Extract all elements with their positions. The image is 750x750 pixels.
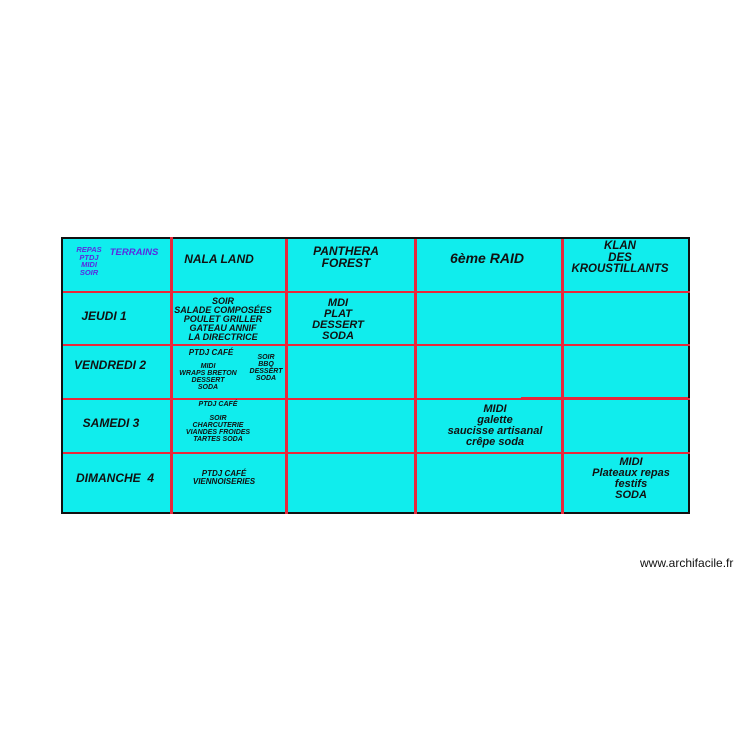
cell-jeudi-panthera-forest: MDI PLAT DESSERT SODA	[312, 297, 364, 342]
column-header-klan: KLAN DES KROUSTILLANTS	[571, 240, 669, 275]
day-label-samedi: SAMEDI 3	[82, 416, 140, 430]
row-divider	[63, 344, 690, 346]
row-divider	[63, 291, 690, 293]
corner-meal-labels: REPAS PTDJ MIDI SOIR	[76, 245, 102, 277]
day-label-jeudi: JEUDI 1	[81, 309, 127, 323]
cell-vendredi-nala-soir: SOIR BBQ DESSERT SODA	[249, 354, 283, 382]
column-divider	[561, 239, 564, 514]
cell-jeudi-nala-land: SOIR SALADE COMPOSÉES POULET GRILLER GATEAU ANNIF LA DIRECTRICE	[174, 296, 272, 342]
day-label-dimanche: DIMANCHE 4	[75, 471, 155, 485]
cell-dimanche-nala-land: PTDJ CAFÉ VIENNOISERIES	[192, 469, 256, 486]
column-header-panthera-forest: PANTHERA FOREST	[313, 244, 379, 270]
column-divider	[414, 239, 417, 514]
cell-samedi-nala-land: PTDJ CAFÉ SOIR CHARCUTERIE VIANDES FROIDES TARTES SODA	[185, 401, 251, 443]
cell-vendredi-nala-ptdj: PTDJ CAFÉ	[188, 348, 234, 357]
cell-samedi-6eme-raid: MIDI galette saucisse artisanal crêpe soda	[447, 403, 543, 448]
corner-terrains-label: TERRAINS	[109, 247, 159, 258]
meal-plan-table	[61, 237, 690, 514]
cell-vendredi-nala-midi: MIDI WRAPS BRETON DESSERT SODA	[179, 363, 237, 391]
column-header-6eme-raid: 6ème RAID	[450, 250, 524, 266]
day-label-vendredi: VENDREDI 2	[73, 358, 147, 372]
row-divider	[521, 397, 688, 399]
column-header-nala-land: NALA LAND	[184, 252, 254, 266]
watermark-text: www.archifacile.fr	[640, 556, 734, 570]
row-divider	[63, 452, 690, 454]
column-divider	[285, 239, 288, 514]
column-divider	[170, 237, 173, 514]
cell-dimanche-klan: MIDI Plateaux repas festifs SODA	[592, 456, 670, 501]
